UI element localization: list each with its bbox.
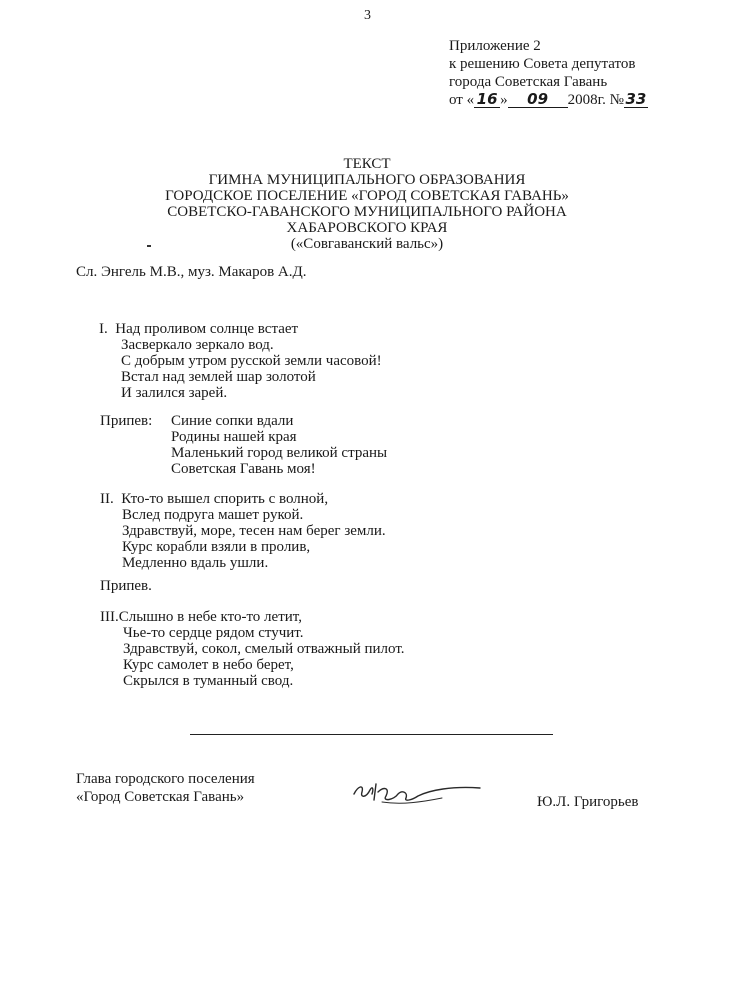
horizontal-divider <box>190 734 553 735</box>
appendix-line-1: Приложение 2 <box>449 38 541 54</box>
appendix-line-3: города Советская Гавань <box>449 74 608 90</box>
chorus-line: Советская Гавань моя! <box>171 461 316 477</box>
verse-line: Курс корабли взяли в пролив, <box>122 539 311 555</box>
verse-number: I. <box>99 321 108 337</box>
chorus-label: Припев: <box>100 413 153 429</box>
verse-2 <box>100 491 386 571</box>
appendix-line-2: к решению Совета депутатов <box>449 56 636 72</box>
appendix-date-line <box>449 91 648 109</box>
chorus <box>171 413 387 477</box>
title-line-6: («Совгаванский вальс») <box>290 236 444 252</box>
verse-line: С добрым утром русской земли часовой! <box>121 353 382 369</box>
verse-line: Курс самолет в небо берет, <box>123 657 294 673</box>
signatory-name: Ю.Л. Григорьев <box>537 794 639 810</box>
chorus-reference: Припев. <box>100 578 152 594</box>
chorus-line: Родины нашей края <box>171 429 297 445</box>
verse-number: II. <box>100 491 114 507</box>
date-mid: » <box>500 92 508 108</box>
verse-line: И залился зарей. <box>121 385 228 401</box>
title-line-1: ТЕКСТ <box>343 156 391 172</box>
verse-line: Засверкало зеркало вод. <box>121 337 274 353</box>
date-day: 16 <box>474 92 500 108</box>
chorus-line: Маленький город великой страны <box>171 445 388 461</box>
signatory-title-line-1: Глава городского поселения <box>76 771 255 787</box>
scan-speck <box>147 245 151 247</box>
verse-text: Слышно в небе кто-то летит, <box>118 609 302 625</box>
signatory-title-line-2: «Город Советская Гавань» <box>76 789 245 805</box>
verse-line <box>99 321 382 337</box>
verse-line: Скрылся в туманный свод. <box>123 673 294 689</box>
title-line-4: СОВЕТСКО-ГАВАНСКОГО МУНИЦИПАЛЬНОГО РАЙОНА <box>167 204 567 220</box>
decision-number: 33 <box>625 90 647 108</box>
verse-line: Встал над землей шар золотой <box>121 369 316 385</box>
title-line-2: ГИМНА МУНИЦИПАЛЬНОГО ОБРАЗОВАНИЯ <box>208 172 526 188</box>
verse-line: Медленно вдаль ушли. <box>122 555 269 571</box>
verse-line: Здравствуй, море, тесен нам берег земли. <box>122 523 386 539</box>
appendix-header <box>449 37 648 109</box>
verse-line: Чье-то сердце рядом стучит. <box>123 625 304 641</box>
verse-number: III. <box>100 609 119 625</box>
date-prefix: от « <box>449 92 475 108</box>
date-year: 2008г. № <box>567 92 624 108</box>
date-month: 09 <box>508 92 568 108</box>
verse-line: Вслед подруга машет рукой. <box>122 507 304 523</box>
title-line-3: ГОРОДСКОЕ ПОСЕЛЕНИЕ «ГОРОД СОВЕТСКАЯ ГАВАНЬ» <box>165 188 569 204</box>
document-title <box>0 156 734 252</box>
verse-text: Кто-то вышел спорить с волной, <box>121 491 329 507</box>
verse-line <box>100 491 386 507</box>
verse-3 <box>100 609 405 689</box>
verse-line <box>100 609 405 625</box>
verse-1 <box>99 321 382 401</box>
page-number: 3 <box>364 8 371 23</box>
title-line-5: ХАБАРОВСКОГО КРАЯ <box>286 220 448 236</box>
authors-line: Сл. Энгель М.В., муз. Макаров А.Д. <box>76 264 307 280</box>
signatory-title <box>76 770 255 806</box>
handwritten-signature <box>352 772 492 812</box>
verse-line: Здравствуй, сокол, смелый отважный пилот. <box>123 641 405 657</box>
verse-text: Над проливом солнце встает <box>115 321 299 337</box>
chorus-line: Синие сопки вдали <box>171 413 294 429</box>
